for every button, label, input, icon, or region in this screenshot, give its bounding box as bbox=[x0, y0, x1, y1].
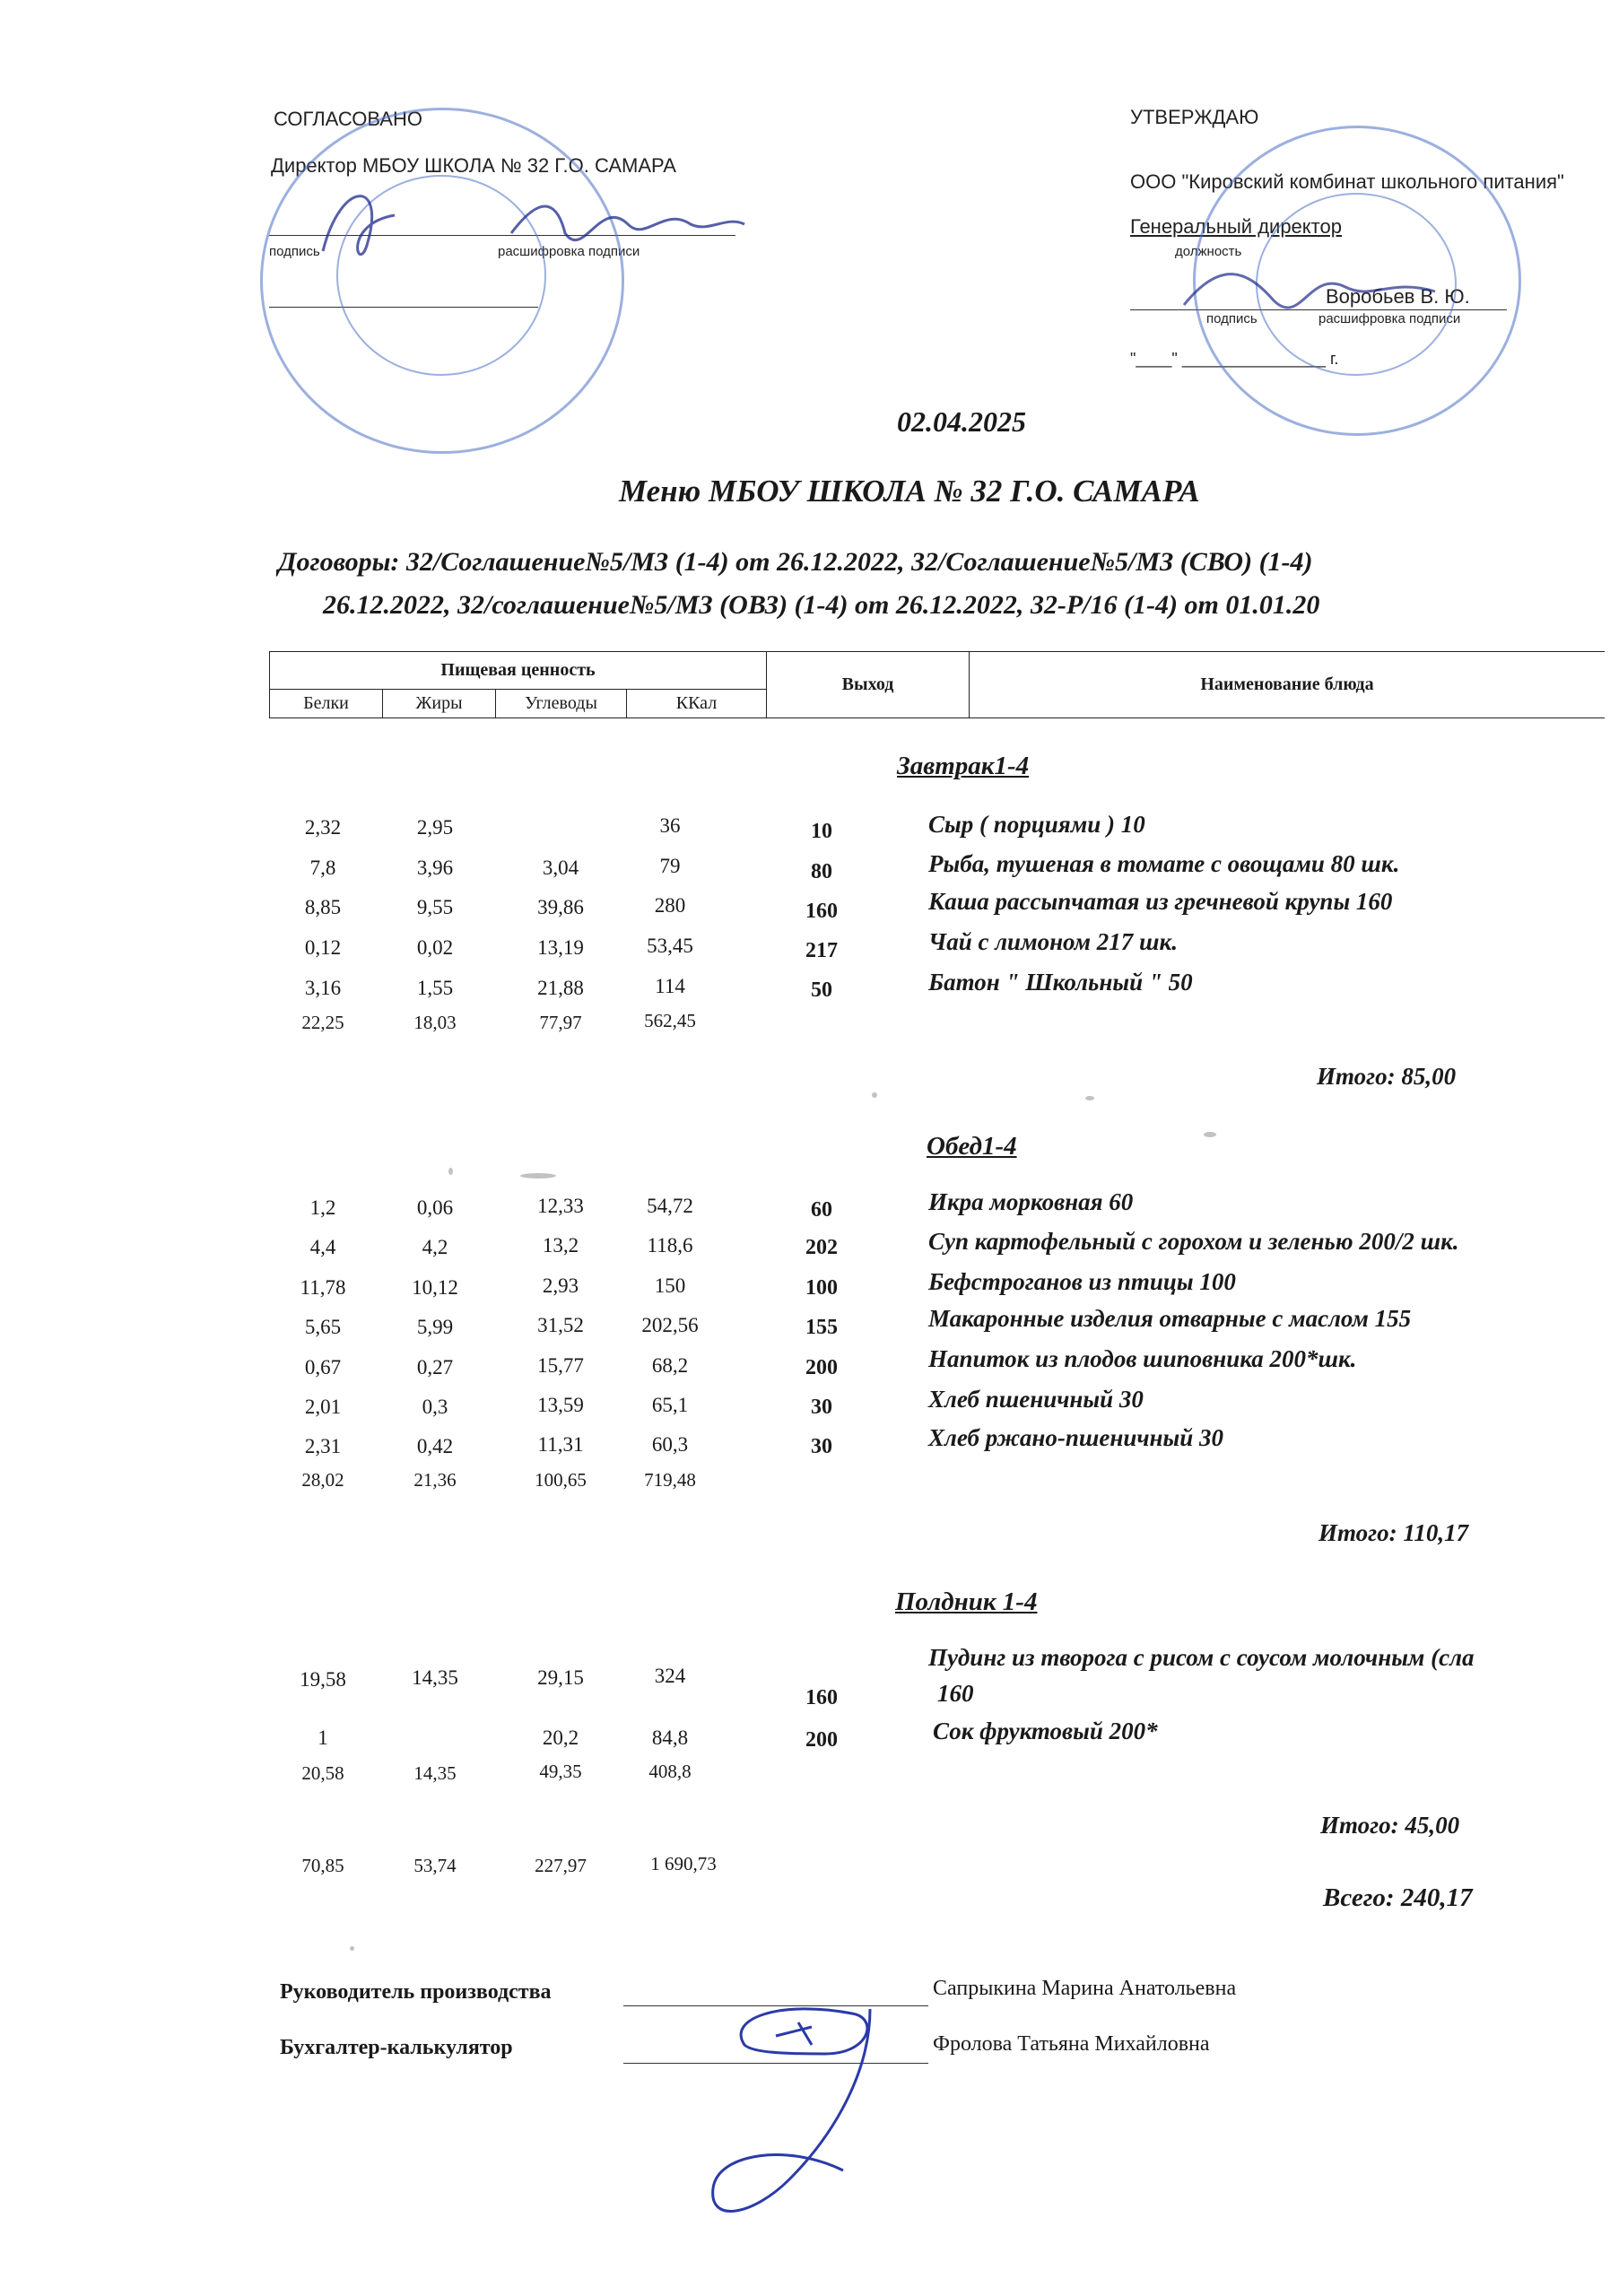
scan-speck bbox=[1204, 1132, 1216, 1137]
kcal-grand: 1 690,73 bbox=[650, 1853, 717, 1874]
fats-value: 0,42 bbox=[416, 1435, 454, 1457]
position-caption: должность bbox=[1175, 244, 1242, 259]
approve-label: УТВЕРЖДАЮ bbox=[1130, 106, 1259, 128]
carbs-value: 13,59 bbox=[537, 1394, 584, 1416]
fats-sum: 21,36 bbox=[413, 1469, 457, 1491]
section-title: Обед1-4 bbox=[927, 1132, 1017, 1161]
proteins-value: 0,67 bbox=[304, 1356, 342, 1378]
proteins-value: 2,01 bbox=[304, 1396, 342, 1418]
carbs-grand: 227,97 bbox=[535, 1855, 587, 1876]
dish-name: Икра морковная 60 bbox=[928, 1188, 1134, 1215]
fats-grand: 53,74 bbox=[413, 1855, 457, 1876]
dish-name: Бефстроганов из птицы 100 bbox=[928, 1268, 1236, 1295]
dish-name: Пудинг из творога с рисом с соусом молочным (сла bbox=[928, 1644, 1475, 1671]
signature-caption-right: подпись bbox=[1206, 311, 1258, 326]
output-value: 50 bbox=[811, 978, 832, 1002]
contracts-line-1: Договоры: 32/Соглашение№5/МЗ (1-4) от 26.12.2022, 32/Соглашение№5/МЗ (СВО) (1-4) bbox=[278, 547, 1313, 577]
header-carbs: Углеводы bbox=[496, 690, 627, 718]
proteins-value: 11,78 bbox=[300, 1276, 346, 1299]
carbs-sum: 100,65 bbox=[535, 1469, 587, 1491]
carbs-value: 11,31 bbox=[537, 1433, 584, 1456]
proteins-value: 4,4 bbox=[309, 1236, 336, 1258]
proteins-sum: 22,25 bbox=[301, 1012, 344, 1033]
name-accountant: Фролова Татьяна Михайловна bbox=[933, 2032, 1210, 2056]
kcal-value: 202,56 bbox=[641, 1314, 699, 1336]
carbs-value: 15,77 bbox=[537, 1354, 584, 1377]
kcal-sum: 719,48 bbox=[644, 1469, 696, 1491]
kcal-value: 53,45 bbox=[647, 935, 693, 957]
kcal-value: 68,2 bbox=[651, 1354, 689, 1377]
dish-name: Хлеб пшеничный 30 bbox=[928, 1386, 1144, 1413]
scan-speck bbox=[350, 1946, 354, 1951]
dish-name: Рыба, тушеная в томате с овощами 80 шк. bbox=[928, 850, 1400, 877]
kcal-value: 114 bbox=[655, 975, 685, 997]
proteins-sum: 28,02 bbox=[301, 1469, 344, 1491]
output-value: 30 bbox=[811, 1396, 832, 1419]
output-value: 200 bbox=[805, 1728, 838, 1752]
menu-table-header bbox=[269, 651, 1605, 718]
menu-title: Меню МБОУ ШКОЛА № 32 Г.О. САМАРА bbox=[619, 474, 1200, 509]
signature-caption-left: подпись bbox=[269, 244, 320, 259]
proteins-value: 19,58 bbox=[300, 1668, 346, 1691]
fats-value: 2,95 bbox=[416, 816, 454, 839]
section-title: Полдник 1-4 bbox=[895, 1587, 1038, 1616]
dish-name: Напиток из плодов шиповника 200*шк. bbox=[928, 1345, 1357, 1372]
approver-name: Воробьев В. Ю. bbox=[1326, 285, 1470, 308]
output-value: 160 bbox=[805, 900, 838, 923]
output-value: 200 bbox=[805, 1356, 838, 1379]
kcal-value: 60,3 bbox=[651, 1433, 689, 1456]
kcal-value: 118,6 bbox=[647, 1234, 693, 1257]
kcal-sum: 408,8 bbox=[648, 1761, 692, 1782]
fats-value: 0,02 bbox=[416, 936, 454, 959]
proteins-grand: 70,85 bbox=[301, 1855, 344, 1876]
section-title: Завтрак1-4 bbox=[897, 752, 1030, 780]
approver-signature bbox=[1166, 251, 1462, 332]
carbs-sum: 49,35 bbox=[539, 1761, 582, 1782]
proteins-value: 8,85 bbox=[304, 896, 342, 918]
dish-name: Чай с лимоном 217 шк. bbox=[928, 928, 1178, 955]
kcal-value: 280 bbox=[654, 894, 686, 917]
section-total: Итого: 85,00 bbox=[1317, 1063, 1457, 1090]
proteins-value: 1 bbox=[318, 1726, 328, 1749]
dish-name: Батон " Школьный " 50 bbox=[928, 969, 1193, 996]
carbs-value: 31,52 bbox=[537, 1314, 584, 1336]
section-total: Итого: 45,00 bbox=[1320, 1812, 1460, 1839]
dish-name: Макаронные изделия отварные с маслом 155 bbox=[928, 1305, 1412, 1332]
carbs-value: 13,19 bbox=[537, 936, 584, 959]
kcal-value: 324 bbox=[654, 1665, 686, 1687]
agreed-label: СОГЛАСОВАНО bbox=[274, 108, 422, 130]
output-value: 202 bbox=[805, 1236, 838, 1259]
kcal-value: 54,72 bbox=[647, 1195, 693, 1217]
output-value: 10 bbox=[811, 820, 832, 843]
dish-name: Хлеб ржано-пшеничный 30 bbox=[928, 1424, 1224, 1451]
fats-value: 1,55 bbox=[416, 977, 454, 999]
fats-value: 0,3 bbox=[422, 1396, 448, 1418]
proteins-value: 2,32 bbox=[304, 816, 342, 839]
fats-value: 0,27 bbox=[416, 1356, 454, 1378]
proteins-value: 2,31 bbox=[304, 1435, 342, 1457]
carbs-value: 3,04 bbox=[542, 857, 579, 879]
proteins-value: 0,12 bbox=[304, 936, 342, 959]
proteins-value: 7,8 bbox=[309, 857, 336, 879]
contracts-line-2: 26.12.2022, 32/соглашение№5/МЗ (ОВЗ) (1-4) от 26.12.2022, 32-Р/16 (1-4) от 01.01.20 bbox=[323, 590, 1320, 620]
fats-value: 5,99 bbox=[416, 1316, 454, 1338]
header-dish-name: Наименование блюда bbox=[970, 652, 1606, 718]
output-value: 30 bbox=[811, 1435, 832, 1458]
carbs-value: 13,2 bbox=[542, 1234, 579, 1257]
output-value: 100 bbox=[805, 1276, 838, 1300]
header-output: Выход bbox=[767, 652, 970, 718]
kcal-value: 79 bbox=[659, 855, 681, 877]
output-value: 80 bbox=[811, 860, 832, 883]
carbs-value: 20,2 bbox=[542, 1726, 579, 1749]
fats-value: 10,12 bbox=[412, 1276, 458, 1299]
scan-speck bbox=[520, 1173, 556, 1178]
header-fats: Жиры bbox=[383, 690, 496, 718]
name-production-head: Сапрыкина Марина Анатольевна bbox=[933, 1977, 1237, 2000]
menu-date: 02.04.2025 bbox=[897, 405, 1026, 438]
fats-value: 14,35 bbox=[412, 1666, 458, 1689]
header-nutrition: Пищевая ценность bbox=[270, 652, 767, 690]
scan-speck bbox=[448, 1168, 453, 1175]
director-signature bbox=[287, 161, 753, 296]
kcal-value: 84,8 bbox=[651, 1726, 689, 1749]
fats-value: 3,96 bbox=[416, 857, 454, 879]
fats-value: 9,55 bbox=[416, 896, 454, 918]
fats-value: 4,2 bbox=[422, 1236, 448, 1258]
handwritten-signature bbox=[691, 1964, 960, 2251]
section-total: Итого: 110,17 bbox=[1318, 1519, 1469, 1546]
role-accountant: Бухгалтер-калькулятор bbox=[280, 2036, 513, 2059]
header-kcal: ККал bbox=[627, 690, 767, 718]
kcal-value: 36 bbox=[659, 814, 681, 837]
grand-total: Всего: 240,17 bbox=[1323, 1883, 1473, 1912]
date-blank-right: "____" ________________ г. bbox=[1130, 350, 1339, 368]
carbs-value: 2,93 bbox=[542, 1274, 579, 1297]
dish-name-continuation: 160 bbox=[937, 1680, 974, 1707]
scan-speck bbox=[872, 1092, 877, 1098]
fats-value: 0,06 bbox=[416, 1196, 454, 1219]
kcal-value: 150 bbox=[654, 1274, 686, 1297]
proteins-value: 3,16 bbox=[304, 977, 342, 999]
kcal-value: 65,1 bbox=[651, 1394, 689, 1416]
carbs-value: 12,33 bbox=[537, 1195, 584, 1217]
header-proteins: Белки bbox=[270, 690, 383, 718]
fats-sum: 18,03 bbox=[413, 1012, 457, 1033]
fats-sum: 14,35 bbox=[413, 1762, 457, 1784]
output-value: 217 bbox=[805, 939, 838, 962]
carbs-value: 39,86 bbox=[537, 896, 584, 918]
carbs-sum: 77,97 bbox=[539, 1012, 582, 1033]
kcal-sum: 562,45 bbox=[644, 1010, 696, 1031]
proteins-value: 1,2 bbox=[309, 1196, 336, 1219]
director-line: Директор МБОУ ШКОЛА № 32 Г.О. САМАРА bbox=[271, 154, 676, 177]
decode-caption-right: расшифровка подписи bbox=[1318, 311, 1461, 326]
scan-speck bbox=[1085, 1096, 1094, 1100]
dish-name: Каша рассыпчатая из гречневой крупы 160 bbox=[928, 888, 1393, 915]
dish-name: Сыр ( порциями ) 10 bbox=[928, 811, 1145, 838]
output-value: 155 bbox=[805, 1316, 838, 1339]
proteins-sum: 20,58 bbox=[301, 1762, 344, 1784]
dish-name: Суп картофельный с горохом и зеленью 200/2 шк. bbox=[928, 1228, 1459, 1255]
carbs-value: 21,88 bbox=[537, 977, 584, 999]
decode-caption-left: расшифровка подписи bbox=[498, 244, 640, 259]
role-production-head: Руководитель производства bbox=[280, 1980, 552, 2004]
output-value: 60 bbox=[811, 1198, 832, 1222]
dish-name: Сок фруктовый 200* bbox=[933, 1718, 1158, 1744]
position-value: Генеральный директор bbox=[1130, 215, 1342, 238]
org-name: ООО "Кировский комбинат школьного питания" bbox=[1130, 170, 1564, 193]
carbs-value: 29,15 bbox=[537, 1666, 584, 1689]
proteins-value: 5,65 bbox=[304, 1316, 342, 1338]
output-value: 160 bbox=[805, 1686, 838, 1709]
